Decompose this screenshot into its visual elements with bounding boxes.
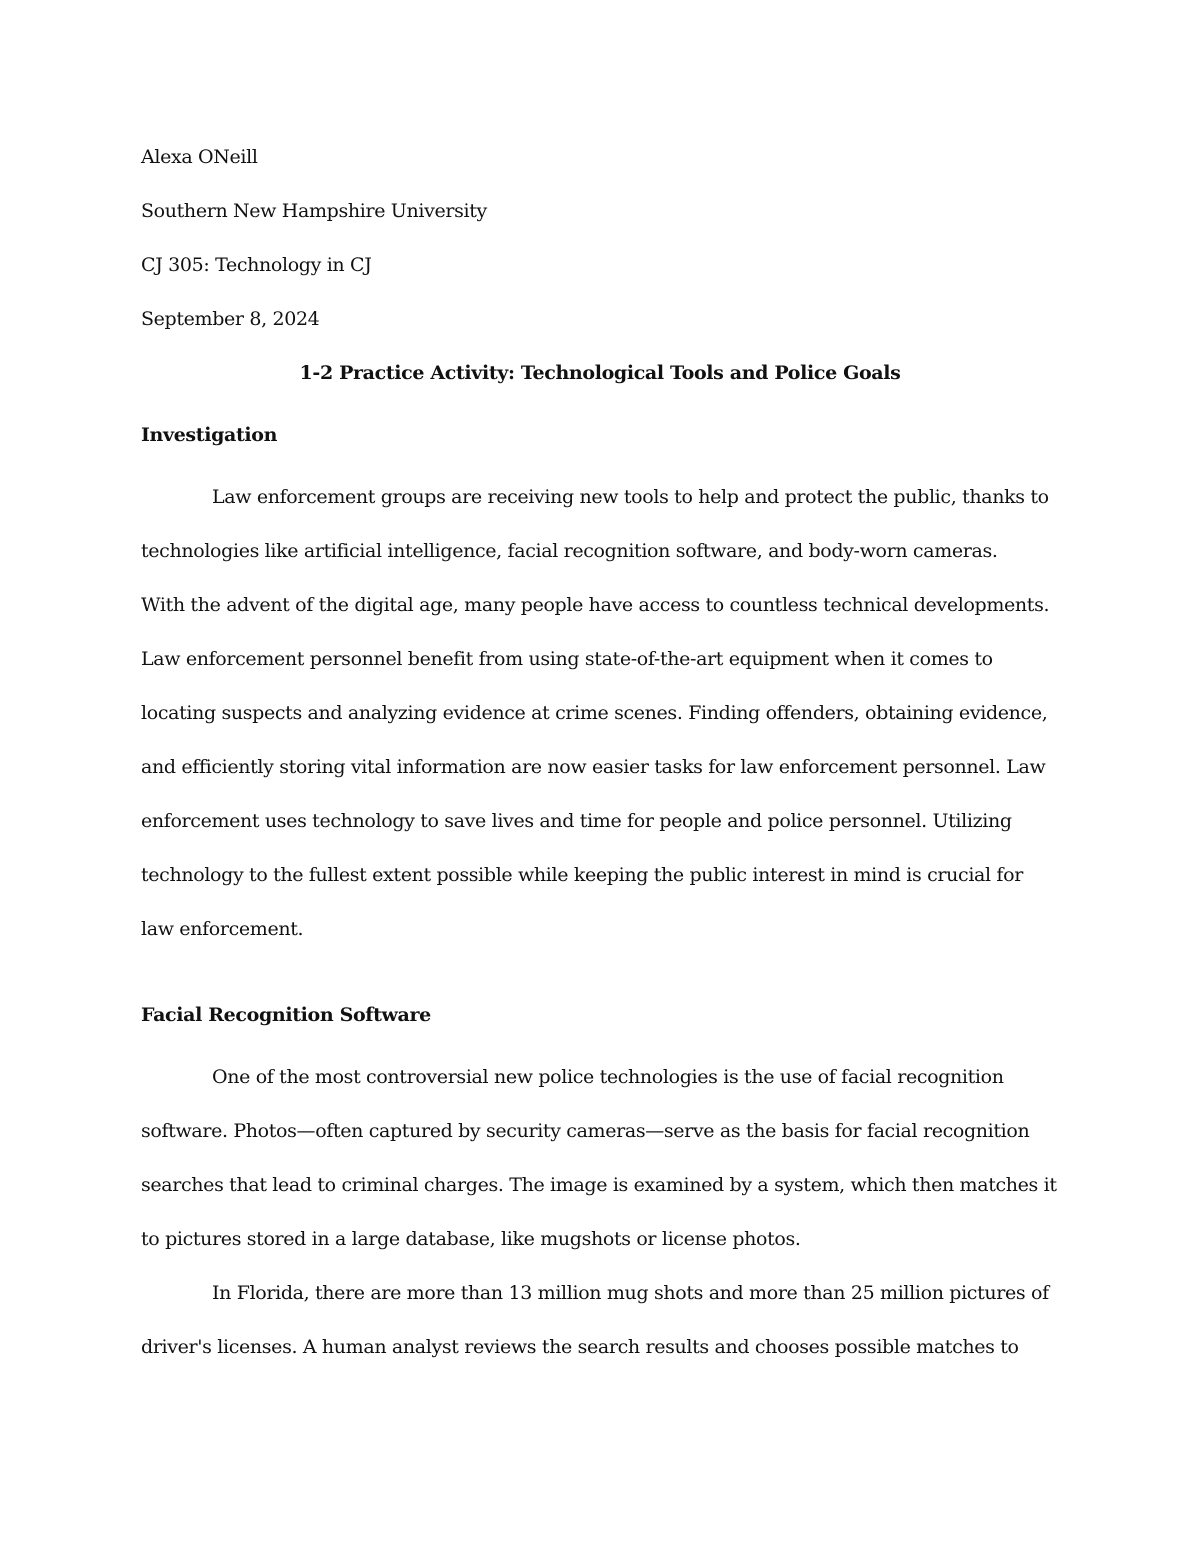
author-name: Alexa ONeill	[141, 146, 258, 168]
paragraph-line: driver's licenses. A human analyst reviews the search results and chooses possible matches to	[141, 1336, 1019, 1358]
document-date: September 8, 2024	[141, 308, 320, 330]
paragraph-line: technologies like artificial intelligence, facial recognition software, and body-worn cameras.	[141, 540, 998, 562]
paragraph-line: to pictures stored in a large database, like mugshots or license photos.	[141, 1228, 801, 1250]
paragraph-line: technology to the fullest extent possible while keeping the public interest in mind is crucial for	[141, 864, 1023, 886]
section-heading-investigation: Investigation	[141, 424, 278, 446]
paragraph-line: enforcement uses technology to save lives and time for people and police personnel. Utilizing	[141, 810, 1012, 832]
paragraph-line: Law enforcement groups are receiving new tools to help and protect the public, thanks to	[212, 486, 1049, 508]
paragraph-line: One of the most controversial new police technologies is the use of facial recognition	[212, 1066, 1004, 1088]
course-name: CJ 305: Technology in CJ	[141, 254, 372, 276]
paragraph-line: Law enforcement personnel benefit from using state-of-the-art equipment when it comes to	[141, 648, 993, 670]
paragraph-line: law enforcement.	[141, 918, 304, 940]
paragraph-line: With the advent of the digital age, many people have access to countless technical developments.	[141, 594, 1050, 616]
paragraph-line: and efficiently storing vital information are now easier tasks for law enforcement personnel. Law	[141, 756, 1046, 778]
paragraph-line: software. Photos—often captured by security cameras—serve as the basis for facial recognition	[141, 1120, 1030, 1142]
institution-name: Southern New Hampshire University	[141, 200, 487, 222]
paragraph-line: In Florida, there are more than 13 million mug shots and more than 25 million pictures of	[212, 1282, 1049, 1304]
paragraph-line: searches that lead to criminal charges. The image is examined by a system, which then matches it	[141, 1174, 1057, 1196]
section-heading-facial-recognition: Facial Recognition Software	[141, 1004, 431, 1026]
paragraph-line: locating suspects and analyzing evidence at crime scenes. Finding offenders, obtaining evidence,	[141, 702, 1048, 724]
document-title: 1-2 Practice Activity: Technological Tools and Police Goals	[299, 362, 901, 384]
